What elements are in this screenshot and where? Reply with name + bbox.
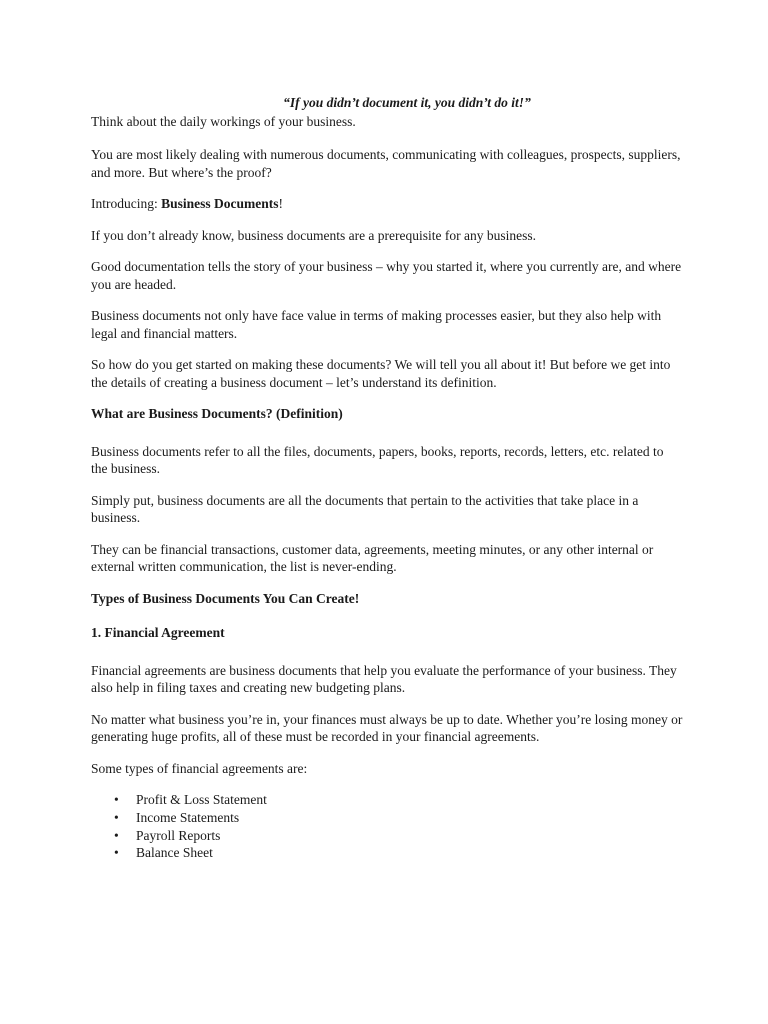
paragraph-face-value: Business documents not only have face value in terms of making processes easier, but they also help with legal and financial matters. [91,308,662,341]
list-item-text: Income Statements [136,809,240,825]
paragraph-intro: Think about the daily workings of your business. [91,113,356,129]
bullet-icon: • [114,809,119,825]
bullet-icon: • [114,845,119,861]
document-quote: “If you didn’t document it, you didn’t do it!” [283,95,531,110]
paragraph-definition: Business documents refer to all the files, documents, papers, books, reports, records, letters, etc. related to the business. [91,443,664,476]
paragraph-simply-put: Simply put, business documents are all the documents that pertain to the activities that take place in a business. [91,492,639,525]
list-item-text: Payroll Reports [136,827,221,843]
list-item-text: Balance Sheet [136,845,213,861]
paragraph-types-intro: Some types of financial agreements are: [91,760,308,776]
paragraph-finances-up-to-date: No matter what business you’re in, your finances must always be up to date. Whether you’re losing money or generating huge profits, all of these must be recorded in your financial agreements. [91,711,683,744]
bullet-icon: • [114,792,119,807]
paragraph-introducing [91,195,683,213]
heading-types: Types of Business Documents You Can Create! [91,590,360,606]
list-item [114,844,683,862]
heading-definition: What are Business Documents? (Definition) [91,406,343,421]
introducing-bold-term: Business Documents [161,196,279,211]
introducing-suffix: ! [278,196,284,211]
paragraph-good-documentation: Good documentation tells the story of your business – why you started it, where you currently are, and where you are headed. [91,259,682,292]
list-item-text: Profit & Loss Statement [136,792,267,807]
list-item [114,809,683,827]
list-item [114,791,683,809]
financial-agreement-list [91,791,683,862]
introducing-prefix: Introducing: [91,196,162,211]
paragraph-documents-proof: You are most likely dealing with numerous documents, communicating with colleagues, prospects, suppliers, and more. But where’s the proof? [91,147,681,180]
paragraph-examples: They can be financial transactions, customer data, agreements, meeting minutes, or any other internal or external written communication, the list is never-ending. [91,541,654,574]
paragraph-prerequisite: If you don’t already know, business documents are a prerequisite for any business. [91,227,537,243]
document-page [91,94,683,862]
list-item [114,827,683,845]
bullet-icon: • [114,827,119,843]
paragraph-financial-agreements: Financial agreements are business documents that help you evaluate the performance of your business. They also help in filing taxes and creating new budgeting plans. [91,662,677,695]
paragraph-getting-started: So how do you get started on making these documents? We will tell you all about it! But before we get into the details of creating a business document – let’s understand its definition. [91,357,671,390]
heading-financial-agreement: 1. Financial Agreement [91,625,225,640]
